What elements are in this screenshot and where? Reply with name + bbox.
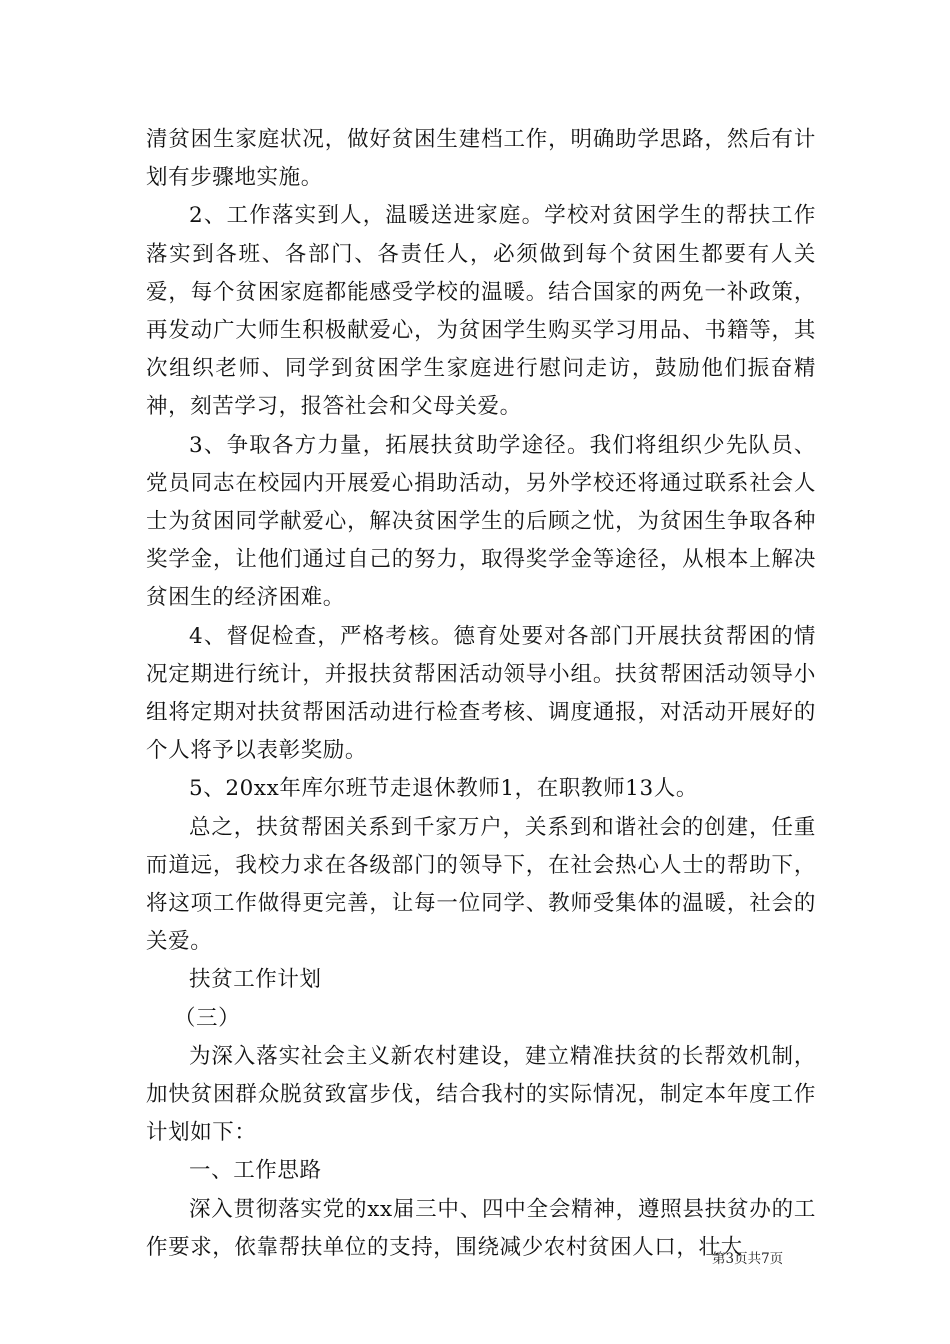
paragraph-2: 2、工作落实到人，温暖送进家庭。学校对贫困学生的帮扶工作落实到各班、各部门、各责任人，必须做到每个贫困生都要有人关爱，每个贫困家庭都能感受学校的温暖。结合国家的两免一补政策，再发动广大师生积极献爱心，为贫困学生购买学习用品、书籍等，其次组织老师、同学到贫困学生家庭进行慰问走访，鼓励他们振奋精神，刻苦学习，报答社会和父母关爱。 — [146, 203, 816, 420]
document-body — [146, 121, 816, 1267]
paragraph-1: 清贫困生家庭状况，做好贫困生建档工作，明确助学思路，然后有计划有步骤地实施。 — [146, 127, 816, 191]
paragraph-intro: 为深入落实社会主义新农村建设，建立精准扶贫的长帮效机制，加快贫困群众脱贫致富步伐，结合我村的实际情况，制定本年度工作计划如下： — [146, 1043, 816, 1146]
paragraph-3: 3、争取各方力量，拓展扶贫助学途径。我们将组织少先队员、党员同志在校园内开展爱心捐助活动，另外学校还将通过联系社会人士为贫困同学献爱心，解决贫困学生的后顾之忧，为贫困生争取各种奖学金，让他们通过自己的努力，取得奖学金等途径，从根本上解决贫困生的经济困难。 — [146, 432, 816, 611]
paragraph-5: 5、20xx年库尔班节走退休教师1，在职教师13人。 — [189, 776, 698, 802]
page-number-footer: 第3页共7页 — [712, 1251, 784, 1267]
section-title: 扶贫工作计划 — [189, 967, 322, 993]
paragraph-approach: 深入贯彻落实党的xx届三中、四中全会精神，遵照县扶贫办的工作要求，依靠帮扶单位的支持，围绕减少农村贫困人口，壮大 — [146, 1196, 816, 1260]
paragraph-6: 总之，扶贫帮困关系到千家万户，关系到和谐社会的创建，任重而道远，我校力求在各级部门的领导下，在社会热心人士的帮助下，将这项工作做得更完善，让每一位同学、教师受集体的温暖，社会的关爱。 — [146, 814, 816, 955]
paragraph-4: 4、督促检查，严格考核。德育处要对各部门开展扶贫帮困的情况定期进行统计，并报扶贫帮困活动领导小组。扶贫帮困活动领导小组将定期对扶贫帮困活动进行检查考核、调度通报，对活动开展好的个人将予以表彰奖励。 — [146, 623, 816, 764]
section-number: （三） — [173, 1005, 241, 1031]
heading-work-approach: 一、工作思路 — [189, 1158, 322, 1184]
